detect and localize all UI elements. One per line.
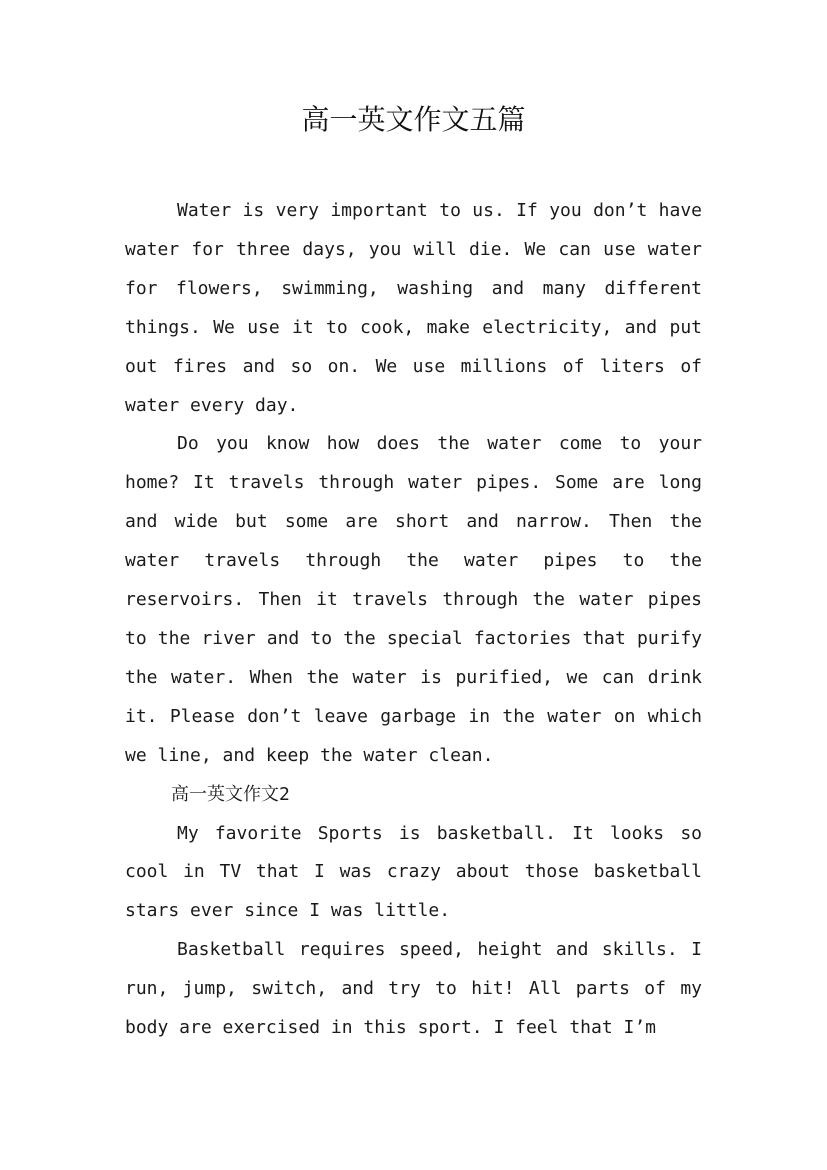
paragraph-water-journey: Do you know how does the water come to your home? It travels through water pipes. Some are long and wide but some are short and narrow. Then the water travels through the water pipes to the reservoirs. Then it travels through the water pipes to the river and to the special factories that purify the water. When the water is purified, we can drink it. Please don’t leave garbage in the water on which we line, and keep the water clean. — [125, 433, 702, 766]
paragraph-basketball-skills: Basketball requires speed, height and skills. I run, jump, switch, and try to hit! All parts of my body are exercised in this sport. I feel that I’m — [125, 939, 702, 1039]
document-body — [125, 192, 702, 1048]
section-heading-2: 高一英文作文2 — [171, 783, 290, 805]
paragraph-water-importance: Water is very important to us. If you don’t have water for three days, you will die. We can use water for flowers, swimming, washing and many different things. We use it to cook, make electricity, and put out fires and so on. We use millions of liters of water every day. — [125, 200, 702, 416]
paragraph-favorite-sport: My favorite Sports is basketball. It looks so cool in TV that I was crazy about those basketball stars ever since I was little. — [125, 822, 702, 922]
document-title: 高一英文作文五篇 — [301, 103, 526, 136]
